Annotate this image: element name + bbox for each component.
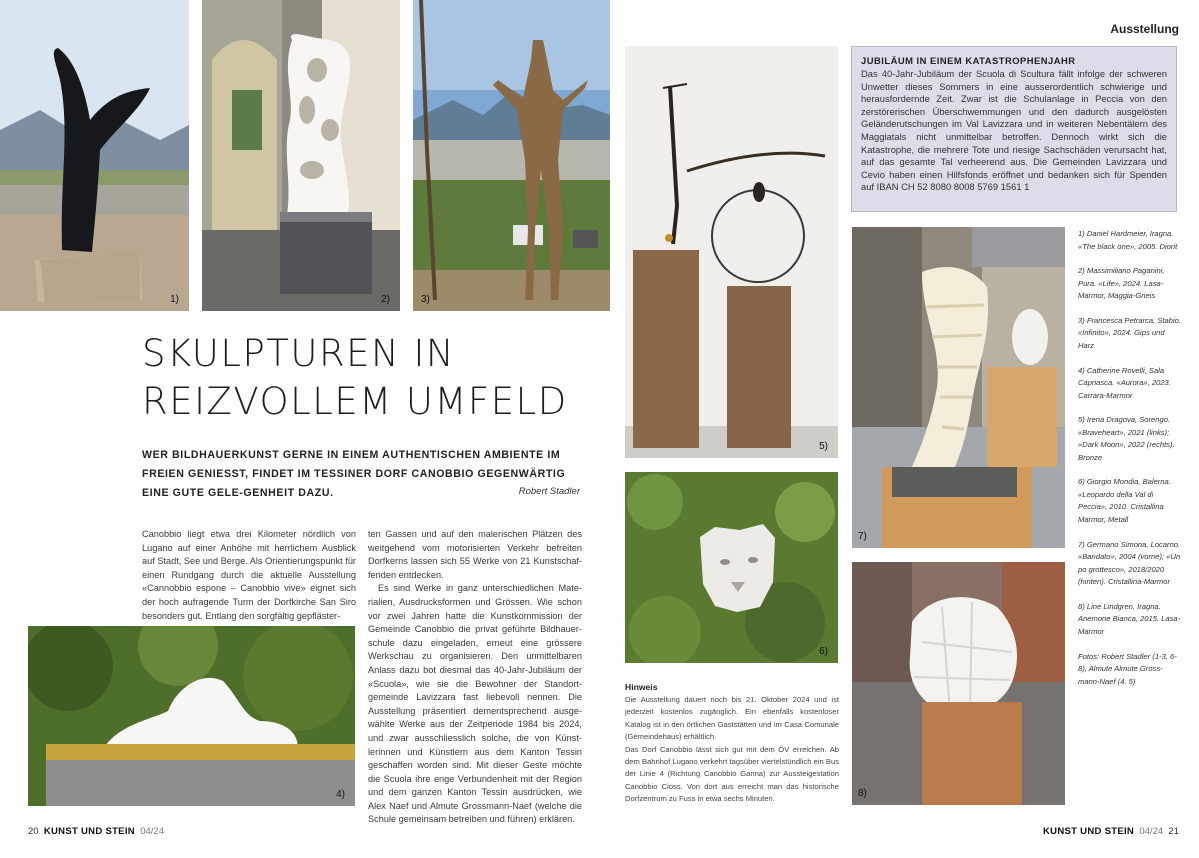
body-paragraph: Canobbio liegt etwa drei Kilometer nördlich von Lugano auf einer Anhöhe mit herrlichem Ausblick auf Stadt, See und Berge. Als Orientierungspunkt für einen Rundgang durch die aktuelle Ausstellung «Cannobbio espone – Canobbio vive» eignet sich der hoch aufragende Turm der Dorfkirche San Siro besonders gut. Entlang den sorgfältig gepfläster- — [142, 529, 356, 621]
info-box — [851, 46, 1177, 212]
photo-captions — [1078, 228, 1182, 700]
caption: 1) Daniel Hardmeier, Iragna. «The black one», 2005. Diorit — [1078, 229, 1178, 251]
info-box-title: JUBILÄUM IN EINEM KATASTROPHENJAHR — [861, 55, 1076, 66]
hint-paragraph: Die Ausstellung dauert noch bis 21. Oktober 2024 und ist jederzeit kostenlos zugänglich. Ein ebenfalls kostenloser Katalog ist in den örtlichen Gaststätten und im Casa Comunale (Gemeindehaus) erhältlich. — [625, 695, 839, 742]
photo-1-black-sculpture — [0, 0, 189, 311]
caption: 4) Catherine Rovelli, Sala Capriasca. «Aurora», 2023. Carrara-Marmor — [1078, 365, 1171, 400]
caption: 8) Line Lindgren, Iragna. Anemone Bianca, 2015. Lasa-Marmor — [1078, 601, 1181, 636]
caption: 7) Germano Simona, Locarno. «Bandato», 2004 (vorne); «Un po grottesco», 2018/2020 (hinten). Cristallina-Marmor — [1078, 539, 1181, 587]
photo-6-leopard-head — [625, 472, 838, 663]
photo-4-aurora-sculpture — [28, 626, 355, 806]
photo-number: 1) — [170, 294, 179, 305]
photo-number: 6) — [819, 646, 828, 657]
body-paragraph: Es sind Werke in ganz unterschiedlichen Mate-rialien, Ausdrucksformen und Grössen. Wie schon vor zwei Jahren hatte die Kunstkommission der Gemeinde Canobbio die privat geführte Bildhauer-schule dazu eingeladen, erneut eine grössere Werkschau zu organisieren. Den unmittelbaren Anlass dazu bot diesmal das 40-Jahr-Jubiläum der «Scuola», wie sie die Bewohner der Standort-gemeinde Lavizzara fast liebevoll nennen. Die Ausstellung präsentiert dementsprechend ausge-wählte Werke aus der Zeitperiode 1984 bis 2024, und zwar ausschliesslich solche, die von Künst-lerinnen und Künstlern aus dem Kanton Tessin geschaffen worden sind. Mit dieser Geste möchte die Scuola ihre enge Verbundenheit mit der Region und dem ganzen Kanton Tessin ausdrücken, wie Alex Naef und Almute Grossmann-Naef (welche die Schule gemeinsam betreiben und führen) erklären. — [368, 583, 582, 825]
caption: 2) Massimiliano Paganini, Pura. «Life», 2024. Lasa-Marmor, Maggia-Gneis — [1078, 266, 1165, 301]
caption-credits: Fotos: Robert Stadler (1-3, 6-8), Almute Almute Gross-mann-Naef (4, 5) — [1078, 651, 1177, 686]
author: Robert Stadler — [518, 486, 580, 497]
lead-text: WER BILDHAUERKUNST GERNE IN EINEM AUTHENTISCHEN AMBIENTE IM FREIEN GENIESST, FINDET IM TESSINER DORF CANOBBIO GEGENWÄRTIG EINE GUTE GELE-GENHEIT DAZU. — [142, 449, 566, 499]
hint-title: Hinweis — [625, 682, 658, 692]
photo-3-figure-sculpture — [413, 0, 610, 311]
section-label: Ausstellung — [1110, 22, 1179, 36]
photo-2-white-sculpture — [202, 0, 400, 311]
info-box-text: Das 40-Jahr-Jubiläum der Scuola di Scultura fällt infolge der schweren Unwetter dieses Sommers in eine ausserordentlich schwierige und herausfordernde Zeit. Zwar ist die Schulanlage in Peccia von den zerstörerischen Überschwemmungen und den dadurch ausgelösten Geländerutschungen im Val Lavizzara und in weiteren Nebentälern des Maggiatals nicht unmittelbar betroffen. Dennoch wirkt sich die Katastrophe, die mehrere Tote und riesige Sachschäden verursacht hat, auf das gesamte Tal verheerend aus. Die Gemeinden Lavizzara und Cevio haben einen Hilfsfonds eröffnet und bedanken sich für Spenden auf IBAN CH 52 8080 8008 5769 1561 1 — [861, 68, 1167, 193]
magazine-brand: KUNST UND STEIN — [43, 826, 135, 837]
photo-number: 8) — [858, 788, 867, 799]
photo-number: 5) — [819, 441, 828, 452]
body-column-1 — [142, 528, 356, 623]
footer-right — [1043, 826, 1179, 837]
photo-number: 7) — [858, 531, 867, 542]
body-column-2 — [368, 528, 582, 827]
photo-number: 3) — [421, 294, 430, 305]
photo-8-anemone-sculpture — [852, 562, 1065, 805]
issue-number: 04/24 — [1139, 826, 1164, 837]
hint-text — [625, 694, 839, 806]
page-number: 21 — [1168, 826, 1179, 837]
headline-line-1: SKULPTUREN IN — [142, 332, 456, 375]
issue-number: 04/24 — [140, 826, 164, 837]
body-paragraph: ten Gassen und auf den malerischen Plätzen des weitgehend vom motorisierten Verkehr befreiten Dorfkerns lassen sich 55 Werke von 21 Kunstschaf-fenden entdecken. — [368, 529, 582, 580]
photo-5-bronze-sculptures — [625, 46, 838, 458]
headline-line-2: REIZVOLLEM UMFELD — [142, 380, 568, 423]
photo-number: 2) — [381, 294, 390, 305]
photo-number: 4) — [336, 789, 345, 800]
footer-left — [28, 826, 164, 837]
magazine-brand: KUNST UND STEIN — [1043, 826, 1135, 837]
headline — [142, 330, 602, 426]
page-number: 20 — [28, 826, 39, 837]
caption: 5) Irena Dragova, Sorengo. «Braveheart», 2021 (links); «Dark Moon», 2022 (rechts). Bronze — [1078, 415, 1175, 462]
caption: 3) Francesca Petrarca, Stabio. «Infinito», 2024. Gips und Harz — [1078, 315, 1181, 350]
caption: 6) Giorgio Mondia, Balerna. «Leopardo della Val di Peccia», 2010. Cristallina Marmor, Metall — [1078, 477, 1171, 524]
photo-7-banded-sculpture — [852, 227, 1065, 548]
hint-paragraph: Das Dorf Canobbio lässt sich gut mit dem ÖV erreichen. Ab dem Bahnhof Lugano verkehrt tagsüber viertelstündlich ein Bus der Linie 4 (Richtung Canobbio Ganna) zur Aussteigestation Canobbio Cioss. Von dort aus erreicht man das historische Dorfzentrum zu Fuss in etwa sechs Minuten. — [625, 744, 839, 804]
